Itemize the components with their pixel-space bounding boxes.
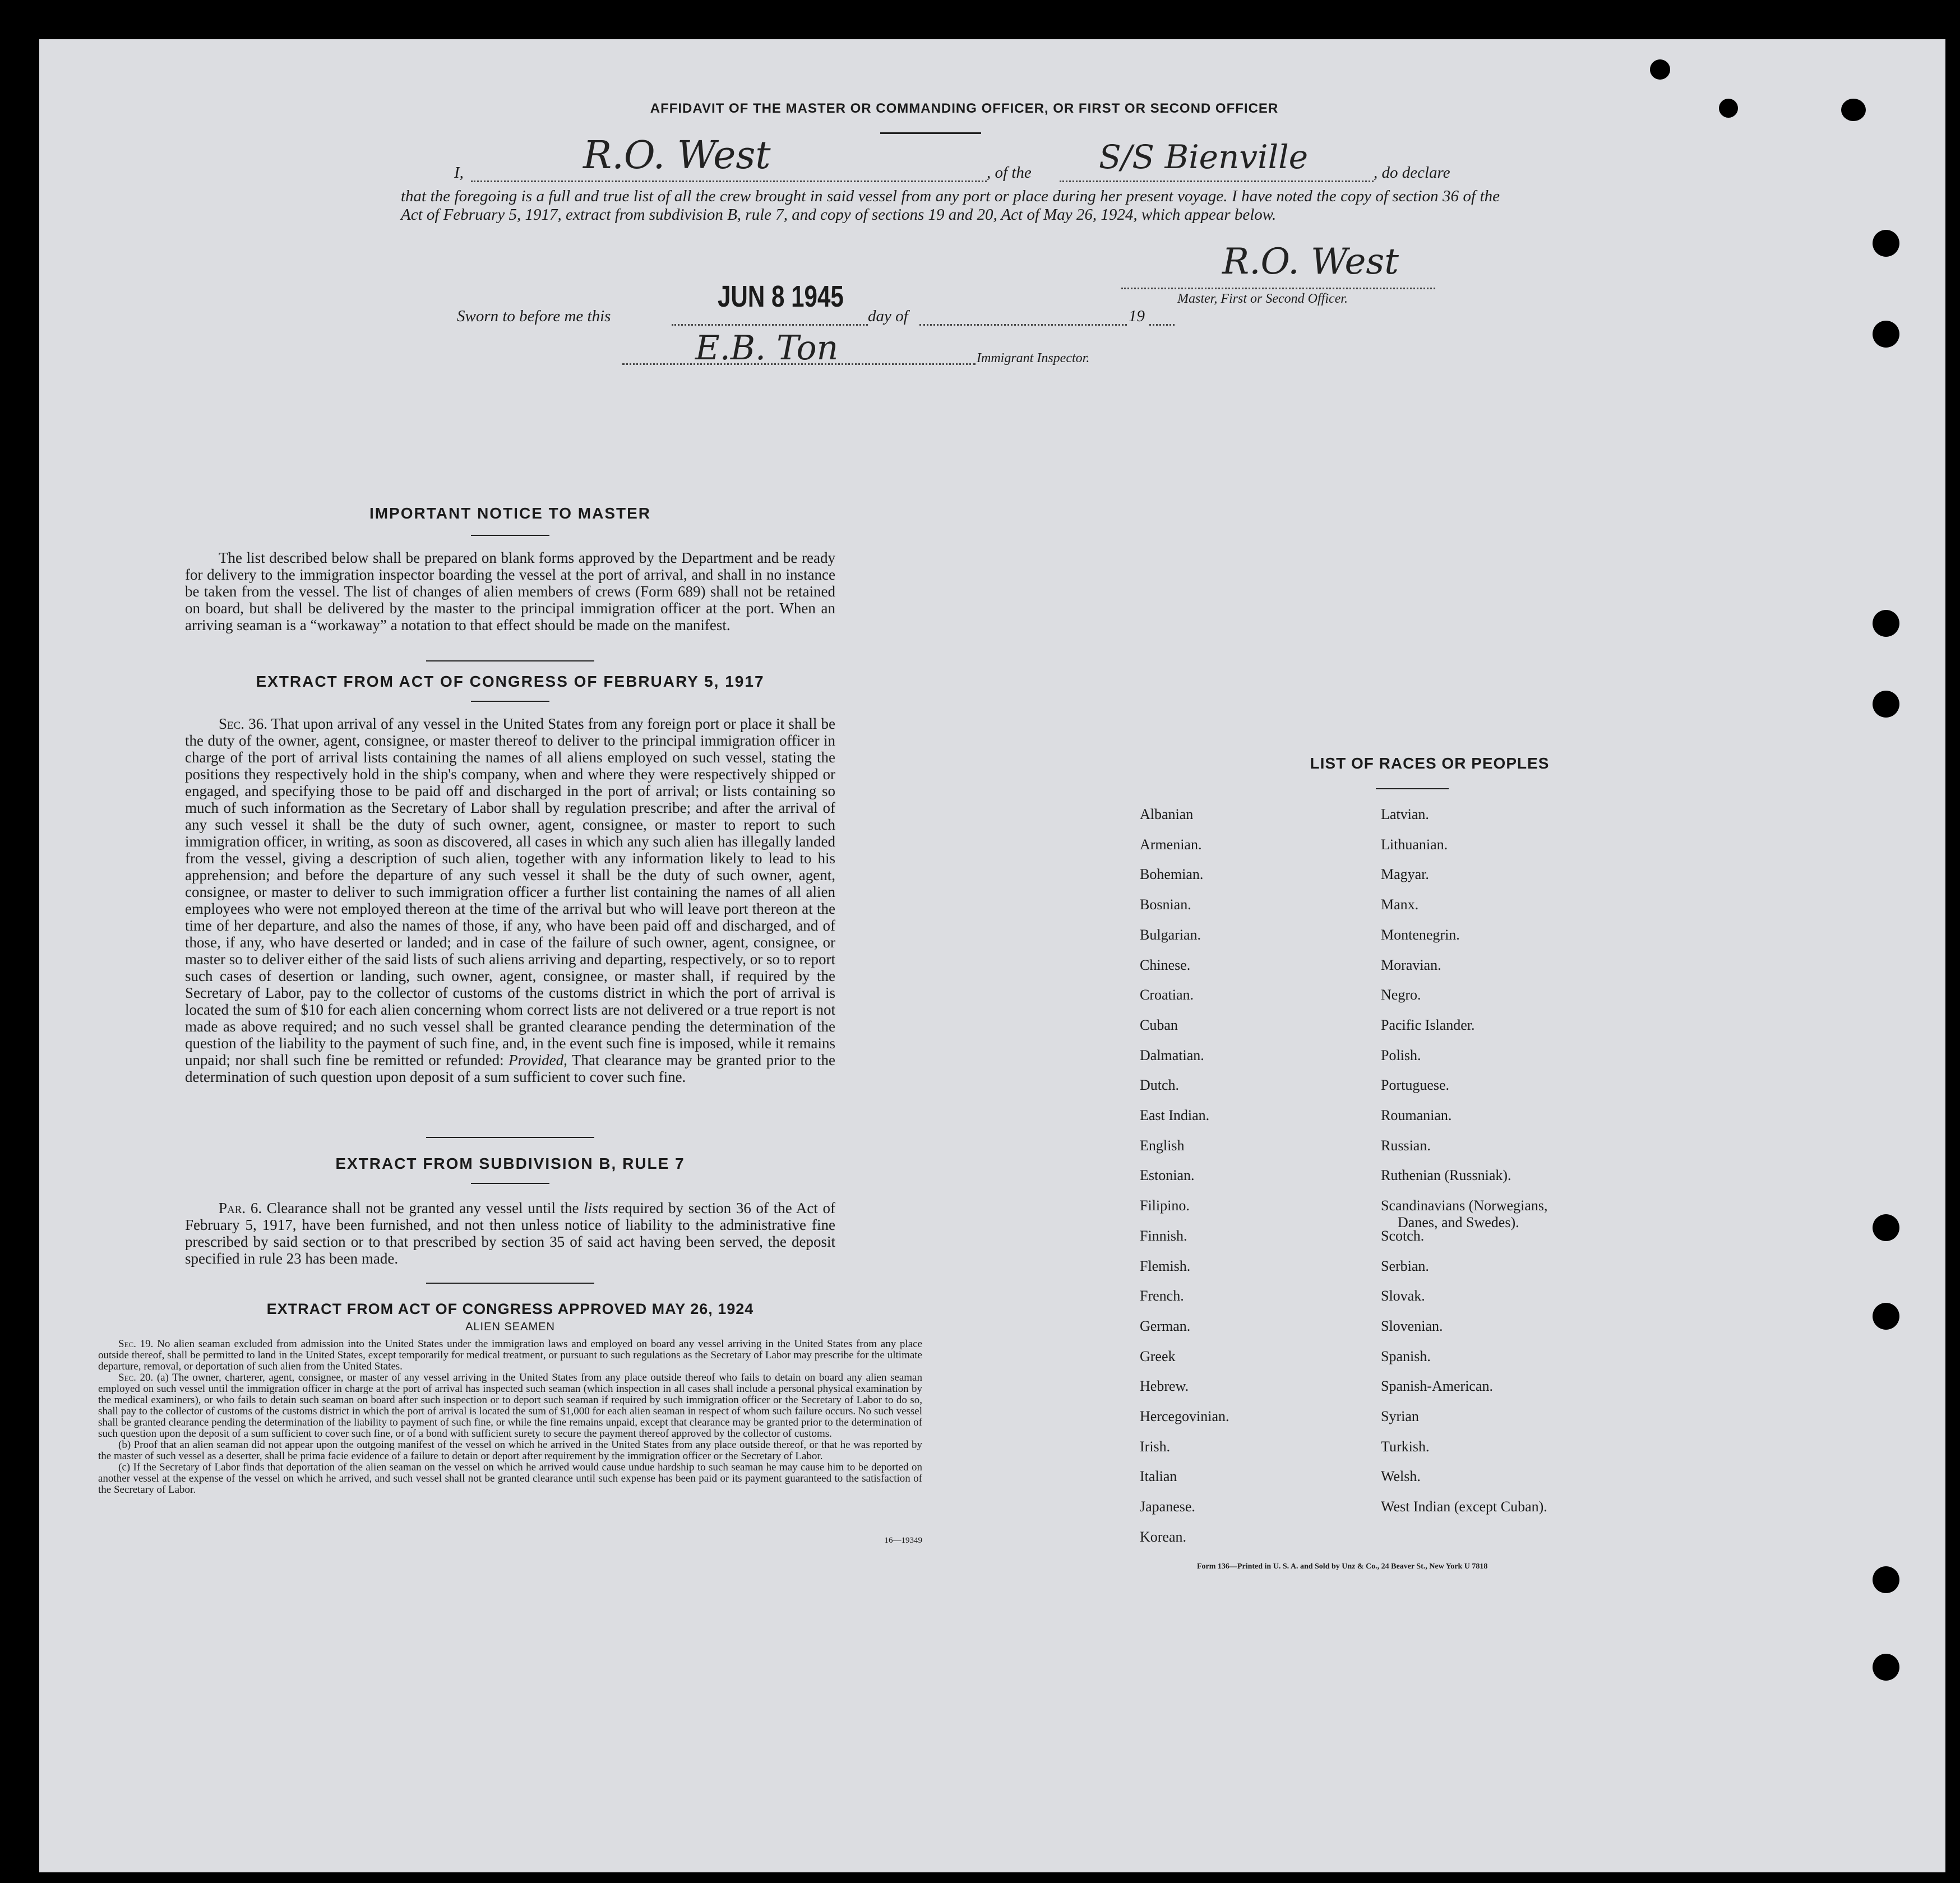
master-name: R.O. West (583, 133, 771, 178)
of-the-label: , of the (987, 164, 1032, 182)
alien-seamen-subtitle: ALIEN SEAMEN (465, 1321, 555, 1333)
section-19 (98, 1339, 922, 1372)
master-signature: R.O. West (1222, 241, 1399, 283)
punch-hole-10 (1873, 1566, 1899, 1593)
sworn-label: Sworn to before me this (457, 307, 611, 325)
race-item: Spanish-American. (1381, 1378, 1494, 1395)
race-item: Moravian. (1381, 956, 1441, 973)
race-item: Flemish. (1140, 1257, 1191, 1274)
section-20a (98, 1372, 922, 1440)
extract-1917-rule (471, 701, 549, 702)
race-item: Estonian. (1140, 1167, 1195, 1184)
title-rule (880, 132, 981, 134)
race-item: Turkish. (1381, 1438, 1430, 1455)
day-of-label: day of (868, 307, 908, 325)
section-20c: (c) If the Secretary of Labor finds that deportation of the alien seaman on the vessel on which he arrived would cause undue hardship to such seaman he may cause him to be deported on another vessel at the expense of the vessel on which he arrived, and such vessel shall not be granted clearance until such expense has been paid or its payment guaranteed to the satisfaction of the Secretary of Labor. (98, 1461, 922, 1496)
affidavit-i-label: I, (454, 164, 464, 182)
inspector-signature: E.B. Ton (695, 329, 839, 368)
punch-hole-8 (1873, 1214, 1899, 1241)
race-item: Bulgarian. (1140, 926, 1201, 943)
race-item: French. (1140, 1288, 1184, 1304)
sworn-date-line (672, 324, 868, 326)
race-item: Dalmatian. (1140, 1047, 1204, 1063)
do-declare-label: , do declare (1374, 164, 1450, 182)
race-item: English (1140, 1137, 1185, 1154)
section-19-label: Sec. 19. (118, 1338, 154, 1350)
race-item: Armenian. (1140, 836, 1202, 853)
punch-hole-7 (1873, 691, 1899, 718)
race-item: German. (1140, 1317, 1191, 1334)
race-item: Danes, and Swedes). (1398, 1214, 1519, 1231)
extract-1924-body (98, 1339, 922, 1496)
race-item: Korean. (1140, 1528, 1187, 1545)
punch-hole-3 (1841, 99, 1866, 121)
race-item: Slovak. (1381, 1288, 1425, 1304)
race-item: Scandinavians (Norwegians, (1381, 1197, 1548, 1214)
punch-hole-2 (1719, 99, 1738, 118)
race-item: Croatian. (1140, 987, 1194, 1003)
affidavit-title: AFFIDAVIT OF THE MASTER OR COMMANDING OFFICER, OR FIRST OR SECOND OFFICER (650, 101, 1279, 116)
name-line (471, 181, 987, 182)
par-6-label: Par. 6. (219, 1200, 262, 1216)
section-19-text: No alien seaman excluded from admission into the United States under the immigration laws and employed on board any vessel arriving in the United States from any place outside thereof, shall be permitted to land in the United States, except temporarily for medical treatment, or pursuant to such regulations as the Secretary of Labor may prescribe for the ultimate departure, removal, or deportation of such alien from the United States. (98, 1338, 923, 1372)
punch-hole-5 (1873, 321, 1899, 348)
month-line (919, 324, 1127, 326)
race-item: Italian (1140, 1468, 1177, 1485)
punch-hole-1 (1650, 59, 1670, 80)
race-item: Welsh. (1381, 1468, 1421, 1485)
race-item: Japanese. (1140, 1498, 1195, 1515)
provided-word: Provided, (509, 1052, 567, 1068)
section-separator-1 (426, 660, 594, 661)
race-item: Ruthenian (Russniak). (1381, 1167, 1511, 1184)
section-20b: (b) Proof that an alien seaman did not appear upon the outgoing manifest of the vessel on which he arrived in the United States from any place outside thereof, or that he was reported by the master of such vessel as a deserter, shall be prima facie evidence of a failure to detain or deport after requirement by the immigration officer or the Secretary of Labor. (98, 1439, 922, 1462)
document-sheet (39, 39, 1945, 1872)
section-separator-3 (426, 1283, 594, 1284)
section-36-label: Sec. 36. (219, 715, 267, 732)
rule7-body (185, 1200, 835, 1267)
signature-line (1121, 288, 1435, 289)
par-6-text-end: required by section 36 of the Act of February 5, 1917, have been furnished, and not then unless notice of liability to the administrative fine prescribed by said section or to that prescribed by section 35 of said act having been served, the deposit specified in rule 23 has been made. (185, 1200, 836, 1267)
lists-word: lists (584, 1200, 608, 1216)
section-20a-text: (a) The owner, charterer, agent, consignee, or master of any vessel arriving in the United States from any place outside thereof who fails to detain on board any alien seaman employed on such vessel until the immigration officer in charge at the port of arrival has inspected such seaman (which inspection in all cases shall include a personal physical examination by the medical examiners), or who fails to detain such seaman on board after such inspection or to deport such seaman if required by such immigration officer or the Secretary of Labor to do so, shall pay to the collector of customs of the customs district in which the port of arrival is located the sum of $1,000 for each alien seaman in respect of whom such failure occurs. No such vessel shall be granted clearance pending the determination of the liability to payment of such fine, or while the fine remains unpaid, except that clearance may be granted prior to the determination of such question upon the deposit of a sum sufficient to cover such fine, or of a bond with sufficient surety to secure the payment thereof approved by the collector of customs. (98, 1372, 922, 1440)
punch-hole-9 (1873, 1303, 1899, 1330)
race-item: Greek (1140, 1348, 1176, 1364)
year-line (1149, 324, 1175, 326)
notice-title: IMPORTANT NOTICE TO MASTER (369, 505, 651, 522)
punch-hole-6 (1873, 610, 1899, 637)
vessel-line (1060, 181, 1374, 182)
punch-hole-11 (1873, 1654, 1899, 1681)
race-item: Magyar. (1381, 866, 1429, 883)
race-item: Scotch. (1381, 1227, 1425, 1244)
rule7-rule (471, 1183, 549, 1184)
race-item: Latvian. (1381, 806, 1429, 822)
race-item: Negro. (1381, 987, 1421, 1003)
notice-body: The list described below shall be prepared on blank forms approved by the Department and be ready for delivery to the immigration inspector boarding the vessel at the port of arrival, and shall in no instance be taken from the vessel. The list of changes of alien members of crews (Form 689) shall not be retained on board, but shall be delivered by the master to the principal immigration officer at the port. When an arriving seaman is a “workaway” a notation to that effect should be made on the manifest. (185, 549, 835, 633)
form-code-left: 16—19349 (884, 1536, 922, 1545)
section-36-text-end: That clearance may be granted prior to the determination of such question upon deposit of a sum sufficient to cover such fine. (185, 1052, 836, 1085)
section-separator-2 (426, 1137, 594, 1138)
vessel-name: S/S Bienville (1099, 138, 1309, 176)
punch-hole-4 (1873, 230, 1899, 257)
race-item: Serbian. (1381, 1257, 1429, 1274)
race-item: Slovenian. (1381, 1317, 1443, 1334)
race-item: Bosnian. (1140, 896, 1191, 913)
notice-rule (471, 535, 549, 536)
races-title: LIST OF RACES OR PEOPLES (1310, 755, 1550, 772)
race-item: Bohemian. (1140, 866, 1204, 883)
race-item: Spanish. (1381, 1348, 1431, 1364)
rule7-title: EXTRACT FROM SUBDIVISION B, RULE 7 (335, 1155, 685, 1172)
race-item: Cuban (1140, 1016, 1178, 1033)
par-6-text: Clearance shall not be granted any vessel until the (266, 1200, 579, 1216)
master-label: Master, First or Second Officer. (1177, 292, 1348, 306)
race-item: Russian. (1381, 1137, 1431, 1154)
race-item: Albanian (1140, 806, 1194, 822)
race-item: Portuguese. (1381, 1077, 1450, 1094)
race-item: Manx. (1381, 896, 1419, 913)
race-item: Finnish. (1140, 1227, 1187, 1244)
race-item: Roumanian. (1381, 1107, 1452, 1123)
race-item: Polish. (1381, 1047, 1421, 1063)
race-item: Chinese. (1140, 956, 1191, 973)
race-item: Dutch. (1140, 1077, 1180, 1094)
race-item: Montenegrin. (1381, 926, 1460, 943)
year-label: 19 (1129, 307, 1145, 325)
race-item: East Indian. (1140, 1107, 1210, 1123)
race-item: West Indian (except Cuban). (1381, 1498, 1547, 1515)
section-20-label: Sec. 20. (118, 1372, 154, 1384)
extract-1917-body (185, 715, 835, 1085)
section-36-text: That upon arrival of any vessel in the United States from any foreign port or place it shall be the duty of the owner, agent, consignee, or master thereof to deliver to the principal immigration officer in charge of the port of arrival lists containing the names of all aliens employed on such vessel, stating the positions they respectively hold in the ship's company, when and where they were respectively shipped or engaged, and specifying those to be paid off and discharged in the port of arrival; or lists containing so much of such information as the Secretary of Labor shall by regulation prescribe; and after the arrival of any such vessel it shall be the duty of such owner, agent, consignee, or master to report to such immigration officer, in writing, as soon as discovered, all cases in which any such alien has illegally landed from the vessel, giving a description of such alien, together with any information likely to lead to his apprehension; and before the departure of any such vessel it shall be the duty of such owner, agent, consignee, or master to deliver to such immigration officer a further list containing the names of all alien employees who were not employed thereon at the time of the arrival but who will leave port thereon at the time of her departure, and also the names of those, if any, who have been paid off and discharged, and of those, if any, who have deserted or landed; and in case of the failure of such owner, agent, consignee, or master so to deliver either of the said lists of such aliens arriving and departing, respectively, or so to report such cases of desertion or landing, such owner, agent, consignee, or master shall, if required by the Secretary of Labor, pay to the collector of customs of the customs district in which the port of arrival is located the sum of $10 for each alien concerning whom correct lists are not delivered or a true report is not made as above required; and no such vessel shall be granted clearance pending the determination of the question of the liability to the payment of such fine, and, in the event such fine is imposed, while it remains unpaid; nor shall such fine be remitted or refunded: (185, 715, 835, 1068)
race-item: Pacific Islander. (1381, 1016, 1475, 1033)
race-item: Hebrew. (1140, 1378, 1189, 1395)
inspector-label: Immigrant Inspector. (977, 351, 1090, 366)
race-item: Filipino. (1140, 1197, 1190, 1214)
affidavit-body: that the foregoing is a full and true list of all the crew brought in said vessel from any port or place during her present voyage. I have noted the copy of section 36 of the Act of February 5, 1917, extract from subdivision B, rule 7, and copy of sections 19 and 20, Act of May 26, 1924, which appear below. (401, 187, 1500, 224)
form-footer: Form 136—Printed in U. S. A. and Sold by Unz & Co., 24 Beaver St., New York U 7818 (1197, 1562, 1488, 1571)
extract-1917-title: EXTRACT FROM ACT OF CONGRESS OF FEBRUARY 5, 1917 (256, 673, 765, 690)
race-item: Irish. (1140, 1438, 1171, 1455)
extract-1924-title: EXTRACT FROM ACT OF CONGRESS APPROVED MAY 26, 1924 (266, 1301, 754, 1317)
races-rule (1376, 788, 1449, 789)
race-item: Hercegovinian. (1140, 1408, 1229, 1424)
race-item: Syrian (1381, 1408, 1419, 1424)
date-stamp: JUN 8 1945 (718, 280, 844, 313)
race-item: Lithuanian. (1381, 836, 1448, 853)
